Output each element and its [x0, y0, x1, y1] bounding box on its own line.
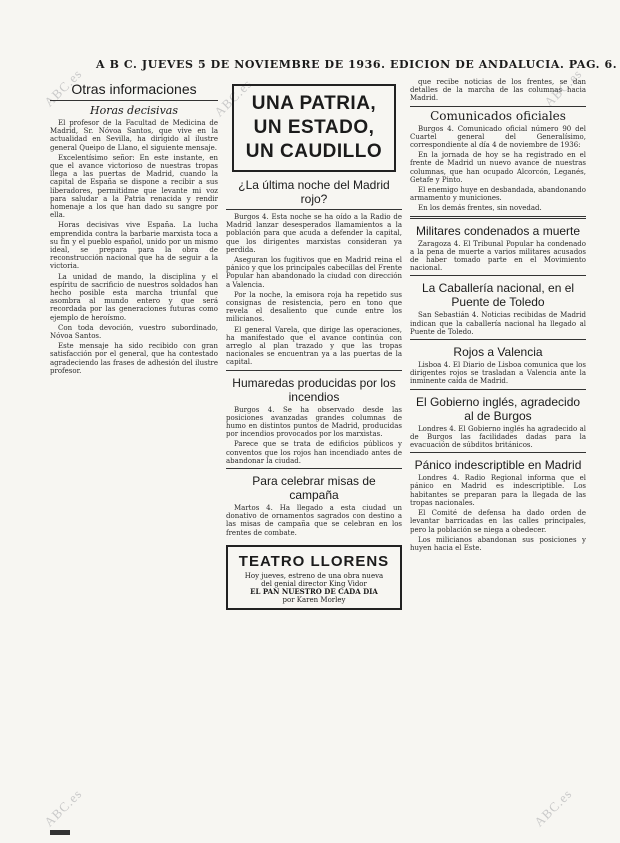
divider [226, 209, 402, 210]
paragraph: La unidad de mando, la disciplina y el espíritu de sacrificio de nuestros soldados han hecho posible esta marcha triunfal que asombra al mundo entero y que será recordada por las generaciones futuras como ejemplo de heroísmo. [50, 272, 218, 322]
paragraph: San Sebastián 4. Noticias recibidas de Madrid indican que la caballería nacional ha llegado al Puente de Toledo. [410, 311, 586, 336]
column-3 [410, 78, 586, 838]
paragraph: Zaragoza 4. El Tribunal Popular ha condenado a la pena de muerte a varios militares acusados de haber tomado parte en el Movimiento nacional. [410, 239, 586, 273]
watermark: ABC.es [531, 785, 575, 830]
paragraph: Este mensaje ha sido recibido con gran satisfacción por el general, que ha contestado agradeciendo las frases de adhesión del ilustre profesor. [50, 342, 218, 375]
slogan-banner [232, 84, 396, 172]
divider [410, 275, 586, 276]
article-title: Pánico indescriptible en Madrid [414, 458, 582, 473]
paragraph: Horas decisivas vive España. La lucha emprendida contra la barbarie marxista toca a su fin y el pueblo español, unido por un mismo ideal, se prepara para la obra de reconstrucción nacional que ha de seguir a la victoria. [50, 221, 218, 271]
paragraph: Parece que se trata de edificios públicos y conventos que los rojos han incendiado antes de abandonar la ciudad. [226, 440, 402, 465]
paragraph: Por la noche, la emisora roja ha repetido sus consignas de resistencia, pero en tono que revela el desaliento que cunde entre los milicianos. [226, 290, 402, 324]
article-title: Rojos a Valencia [453, 345, 543, 360]
subsection-title: Horas decisivas [90, 104, 178, 117]
paragraph: Los milicianos abandonan sus posiciones y huyen hacia el Este. [410, 535, 586, 552]
paragraph: Burgos 4. Esta noche se ha oído a la Radio de Madrid lanzar desesperados llamamientos a la población para que acuda a defender la capital, que los dirigentes marxistas consideran ya perdida. [226, 213, 402, 254]
divider [410, 389, 586, 390]
article-title: Para celebrar misas de campaña [252, 474, 376, 503]
theater-name: TEATRO LLORENS [238, 552, 390, 570]
paragraph: El enemigo huye en desbandada, abandonando armamento y municiones. [410, 186, 586, 203]
paragraph: Con toda devoción, vuestro subordinado, Nóvoa Santos. [50, 323, 218, 341]
column-2 [226, 78, 402, 838]
paragraph: Burgos 4. Comunicado oficial número 90 del Cuartel general del Generalísimo, correspondiente al día 4 de noviembre de 1936: [410, 124, 586, 150]
divider [226, 468, 402, 469]
article-title: Comunicados oficiales [430, 108, 566, 123]
article-title: El Gobierno inglés, agradecido al de Burgos [415, 394, 581, 423]
paragraph: En la jornada de hoy se ha registrado en el frente de Madrid un nuevo avance de nuestras columnas, que han ocupado Alcorcón, Leganés, Getafe y Pinto. [410, 151, 586, 184]
section-title: Otras informaciones [71, 81, 197, 97]
paragraph: El Comité de defensa ha dado orden de levantar barricadas en las calles principales, pero la población se niega a obedecer. [410, 509, 586, 534]
paragraph: Londres 4. El Gobierno inglés ha agradecido al de Burgos las facilidades dadas para la evacuación de súbditos británicos. [410, 424, 586, 450]
paragraph: Martos 4. Ha llegado a esta ciudad un donativo de ornamentos sagrados con destino a las misas de campaña que se celebran en los frentes de combate. [226, 504, 402, 537]
paragraph: Burgos 4. Se ha observado desde las posiciones avanzadas grandes columnas de humo en distintos puntos de Madrid, producidas por incendios provocados por los marxistas. [226, 405, 402, 439]
ad-line: EL PAN NUESTRO DE CADA DIA [250, 586, 378, 596]
paragraph: Lisboa 4. El Diario de Lisboa comunica que los dirigentes rojos se trasladan a Valencia ante la inminente caída de Madrid. [410, 361, 586, 386]
divider [410, 452, 586, 453]
article-title: Humaredas producidas por los incendios [232, 375, 396, 404]
slogan-line: UN ESTADO, [253, 117, 375, 138]
divider [50, 100, 218, 101]
watermark: ABC.es [211, 75, 255, 120]
watermark: ABC.es [41, 65, 85, 110]
ad-line: del genial director King Vidor [261, 579, 367, 588]
watermark: ABC.es [41, 785, 85, 830]
ad-line: Hoy jueves, estreno de una obra nueva [244, 571, 384, 580]
article-title: Militares condenados a muerte [415, 223, 581, 238]
divider [410, 216, 586, 219]
ad-line: por Karen Morley [282, 595, 346, 604]
slogan-line: UNA PATRIA, [251, 93, 377, 114]
print-mark [50, 830, 70, 835]
divider [410, 106, 586, 107]
paragraph: que recibe noticias de los frentes, se dan detalles de la marcha de las columnas hacia Madrid. [410, 78, 586, 103]
article-title: ¿La última noche del Madrid rojo? [238, 178, 390, 206]
divider [226, 370, 402, 371]
paragraph: El profesor de la Facultad de Medicina de Madrid, Sr. Nóvoa Santos, que vive en la actualidad en Sevilla, ha dirigido al ilustre general Queipo de Llano, el siguiente mensaje. [50, 119, 218, 152]
paragraph: Londres 4. Radio Regional informa que el pánico en Madrid es indescriptible. Los habitantes se preparan para la llegada de las tropas nacionales. [410, 474, 586, 507]
paragraph: Excelentísimo señor: En este instante, en que el avance victorioso de nuestras tropas llega a las puertas de Madrid, cuando la capital de España se dispone a recibir a sus liberadores, permitidme que levante mi voz para saludar a la Patria renacida y rendir homenaje a los que han dado su sangre por ella. [50, 153, 218, 220]
slogan-line: UN CAUDILLO [245, 141, 383, 162]
paragraph: Aseguran los fugitivos que en Madrid reina el pánico y que los principales cabecillas del Frente Popular han abandonado la ciudad con dirección a Valencia. [226, 256, 402, 289]
divider [410, 339, 586, 340]
paragraph: El general Varela, que dirige las operaciones, ha manifestado que el avance continúa con arreglo al plan trazado y que las tropas nacionales se encuentran ya a las puertas de la capital. [226, 325, 402, 367]
article-title: La Caballería nacional, en el Puente de Toledo [421, 281, 575, 310]
page-header: A B C. JUEVES 5 DE NOVIEMBRE DE 1936. EDICION DE ANDALUCIA. PAG. 6. [96, 58, 618, 71]
paragraph: En los demás frentes, sin novedad. [418, 204, 542, 213]
column-1 [50, 78, 218, 838]
watermark: ABC.es [541, 65, 585, 110]
theater-ad [226, 545, 402, 610]
